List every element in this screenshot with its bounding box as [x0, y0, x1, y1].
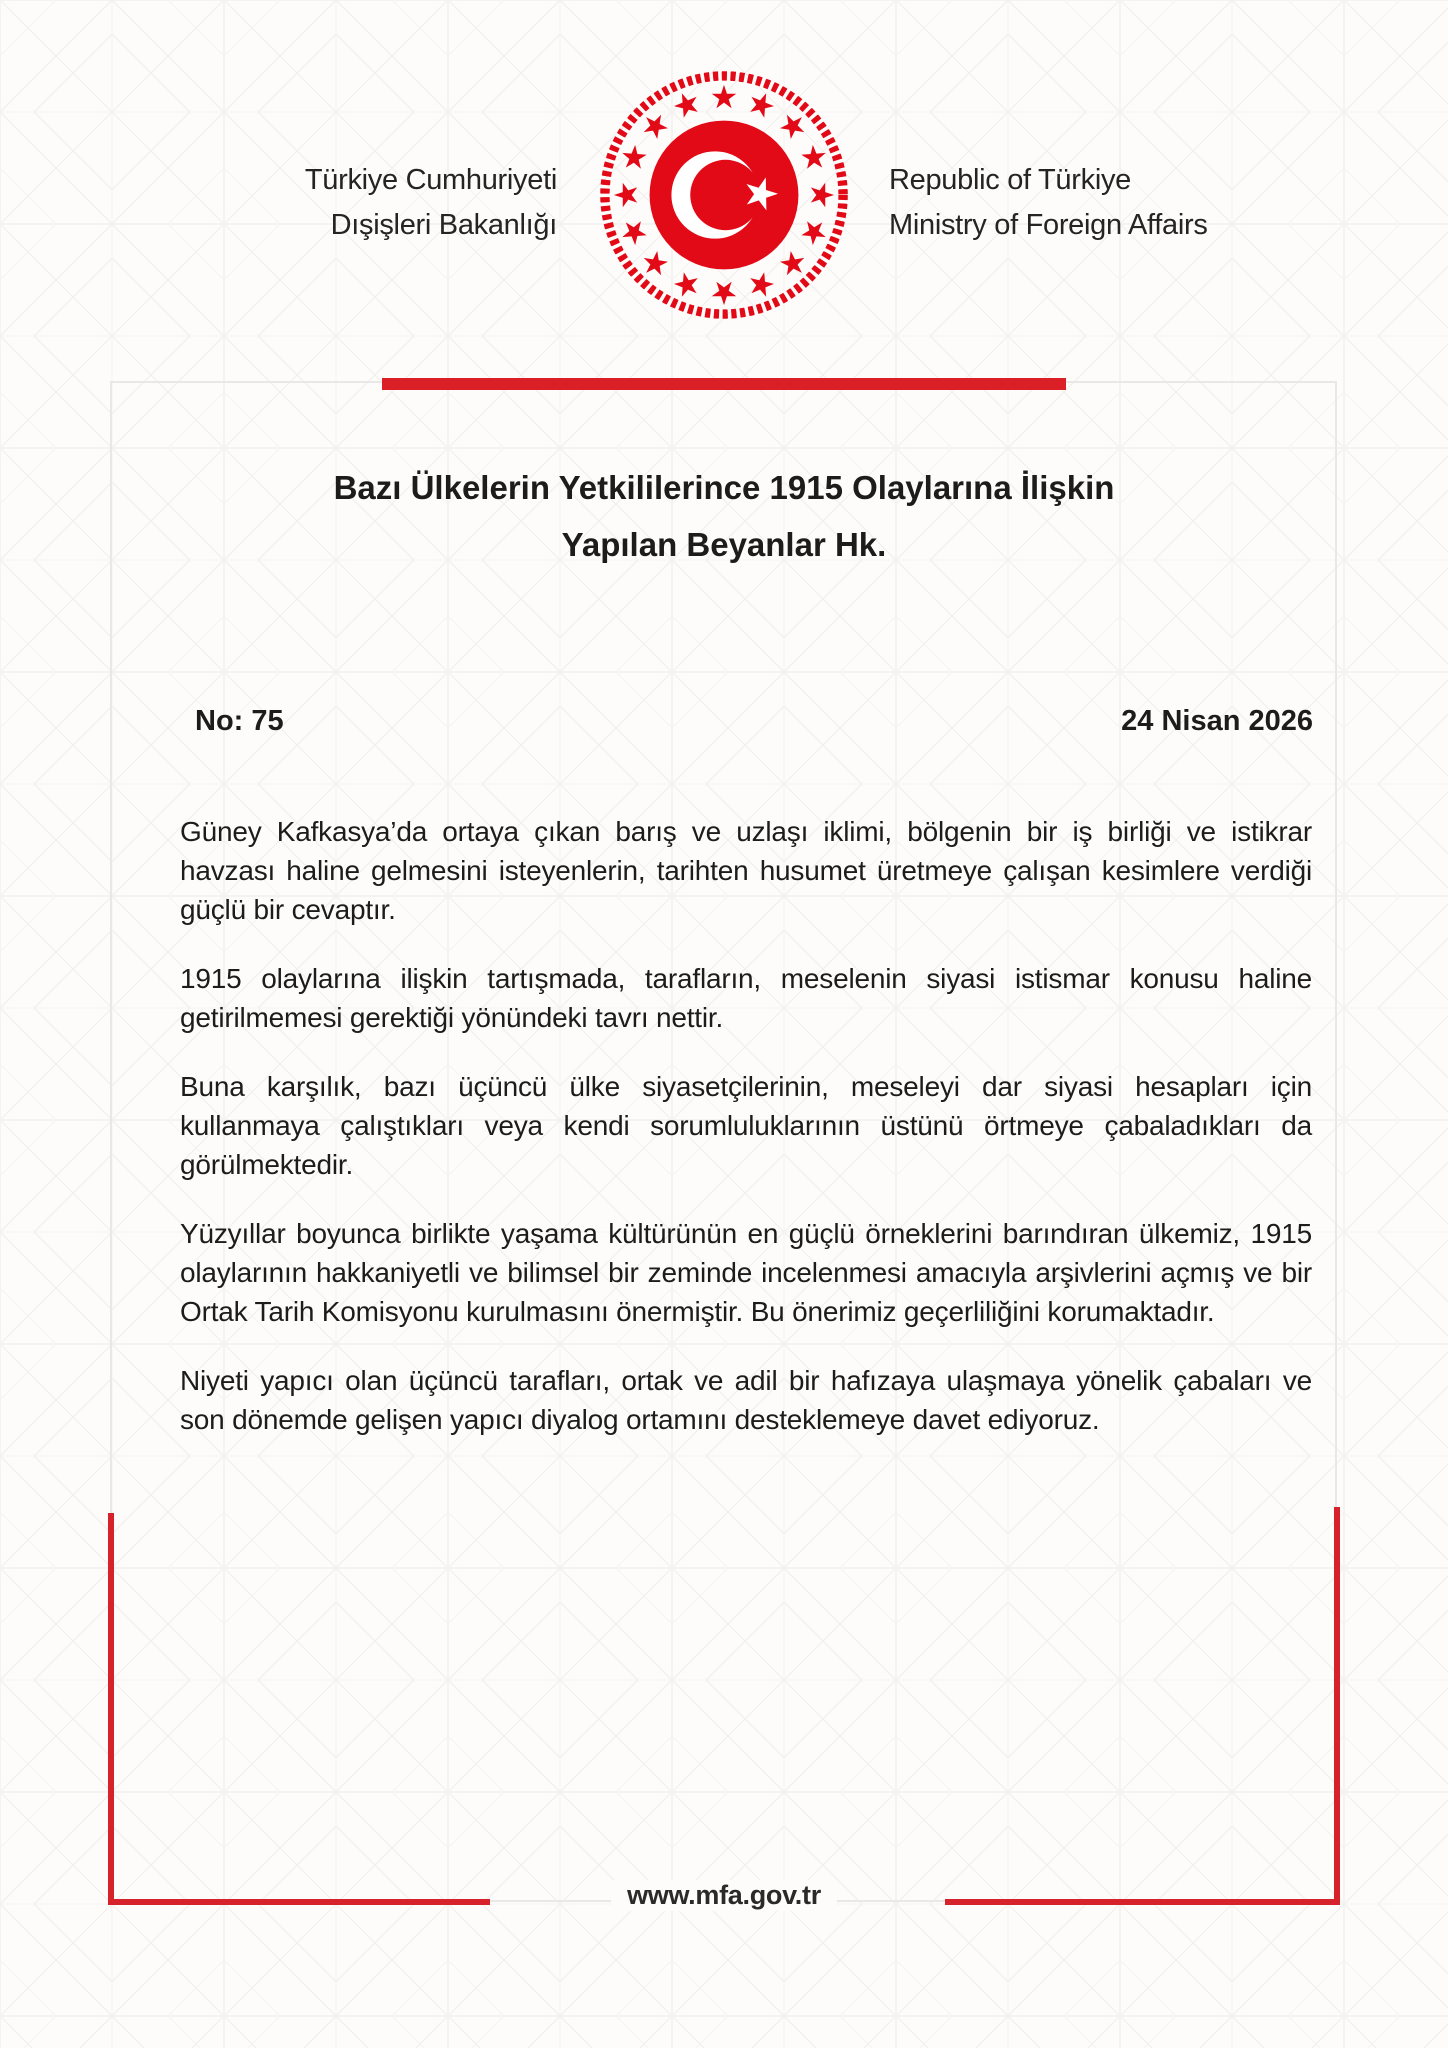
header-title-english	[889, 158, 1208, 248]
bottom-right-bracket-vertical	[1334, 1507, 1340, 1905]
document-title-line2: Yapılan Beyanlar Hk.	[561, 526, 887, 563]
header-turkish-line1: Türkiye Cumhuriyeti	[304, 164, 557, 196]
document-title	[0, 459, 1448, 573]
top-red-rule	[382, 378, 1066, 390]
bottom-left-bracket-vertical	[108, 1513, 114, 1905]
body-paragraph: 1915 olaylarına ilişkin tartışmada, tarafların, meselenin siyasi istismar konusu haline getirilmemesi gerektiği yönündeki tavrı nettir.	[180, 963, 1312, 1033]
header-english-line1: Republic of Türkiye	[889, 164, 1131, 196]
body-paragraph: Güney Kafkasya’da ortaya çıkan barış ve uzlaşı iklimi, bölgenin bir iş birliği ve istikrar havzası haline gelmesini isteyenlerin, tarihten husumet üretmeye çalışan kesimlere verdiği güçlü bir cevaptır.	[180, 816, 1312, 925]
footer-website: www.mfa.gov.tr	[611, 1880, 837, 1911]
body-paragraph: Yüzyıllar boyunca birlikte yaşama kültürünün en güçlü örneklerini barındıran ülkemiz, 1915 olaylarının hakkaniyetli ve bilimsel bir zeminde incelenmesi amacıyla arşivlerini açmış ve bir Ortak Tarih Komisyonu kurulmasını önermiştir. Bu önerimiz geçerliliğini korumaktadır.	[180, 1218, 1312, 1327]
header-turkish-line2: Dışişleri Bakanlığı	[330, 209, 557, 241]
document-date: 24 Nisan 2026	[1121, 705, 1313, 737]
document-title-line1: Bazı Ülkelerin Yetkililerince 1915 Olaylarına İlişkin	[333, 469, 1115, 506]
mfa-emblem-icon	[595, 66, 853, 324]
document-number: No: 75	[195, 705, 284, 737]
document-body	[180, 812, 1312, 1469]
footer	[0, 1880, 1448, 1911]
body-paragraph: Buna karşılık, bazı üçüncü ülke siyasetçilerinin, meseleyi dar siyasi hesapları için kullanmaya çalıştıkları veya kendi sorumluluklarının üstünü örtmeye çabaladıkları da görülmektedir.	[180, 1071, 1312, 1180]
header-title-turkish	[305, 158, 557, 248]
body-paragraph: Niyeti yapıcı olan üçüncü tarafları, ortak ve adil bir hafızaya ulaşmaya yönelik çabaları ve son dönemde gelişen yapıcı diyalog ortamını desteklemeye davet ediyoruz.	[180, 1365, 1312, 1435]
header-english-line2: Ministry of Foreign Affairs	[889, 209, 1208, 241]
